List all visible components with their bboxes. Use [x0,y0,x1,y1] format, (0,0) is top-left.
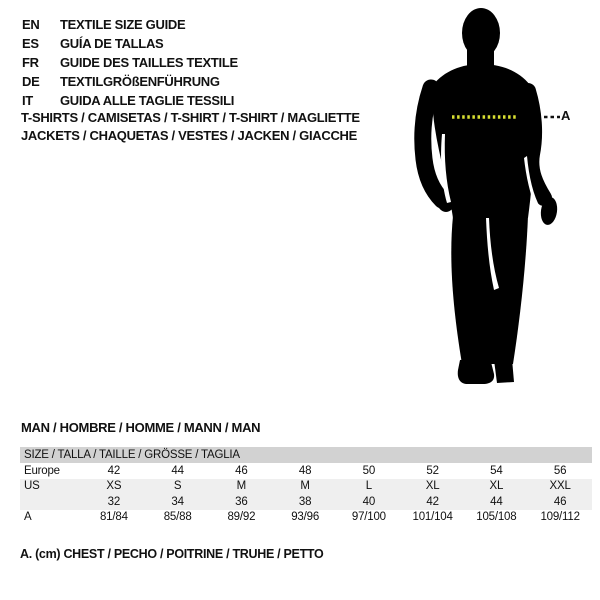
language-list [22,15,238,110]
footnote-chest: A. (cm) CHEST / PECHO / POITRINE / TRUHE / PETTO [20,547,324,561]
size-cell: 93/96 [291,511,320,524]
size-cell: 32 [107,495,121,508]
language-code: ES [22,36,39,51]
size-cell: 44 [490,495,503,508]
row-label: Europe [24,464,60,477]
table-row-us [20,479,592,495]
size-cell: XL [489,480,504,493]
row-label: US [24,480,40,493]
size-cell: 97/100 [351,511,386,524]
size-cell: 89/92 [227,511,256,524]
size-cell: 54 [490,464,503,477]
garment-categories [21,109,360,144]
size-cell: XL [425,480,440,493]
language-row-en [22,15,238,34]
size-cell: 109/112 [540,511,580,524]
language-row-de [22,72,238,91]
size-cell: 34 [171,495,184,508]
size-cell: 46 [553,495,567,508]
size-cell: 48 [298,464,312,477]
language-code: DE [22,74,40,89]
size-cell: 56 [553,464,567,477]
language-label: GUÍA DE TALLAS [60,36,164,51]
language-row-it [22,91,238,110]
size-cell: 46 [235,464,248,477]
size-cell: 38 [298,495,312,508]
size-cell: M [236,480,247,493]
table-row-numeric [20,494,592,510]
category-line-jackets: JACKETS / CHAQUETAS / VESTES / JACKEN / GIACCHE [21,127,357,143]
language-label: GUIDA ALLE TAGLIE TESSILI [60,93,235,108]
size-table [20,447,592,525]
size-cell: S [173,480,182,493]
category-line-tshirts: T-SHIRTS / CAMISETAS / T-SHIRT / T-SHIRT / MAGLIETTE [21,110,360,125]
language-label: TEXTILGRÖßENFÜHRUNG [60,74,220,89]
language-code: EN [22,17,40,32]
silhouette-left-shoe [458,358,494,384]
size-cell: 101/104 [412,511,453,524]
size-cell: 42 [107,464,121,477]
language-code: IT [22,93,33,108]
table-row-europe [20,463,592,479]
size-cell: 44 [171,464,184,477]
man-silhouette-figure [400,4,576,392]
table-row-chest [20,510,592,526]
size-cell: 81/84 [99,511,128,524]
size-cell: 105/108 [476,511,517,524]
section-title-man: MAN / HOMBRE / HOMME / MANN / MAN [21,420,261,435]
size-cell: XS [106,480,122,493]
language-label: GUIDE DES TAILLES TEXTILE [60,55,238,70]
size-table-header: SIZE / TALLA / TAILLE / GRÖSSE / TAGLIA [20,447,592,463]
size-cell: 36 [235,495,248,508]
language-row-fr [22,53,238,72]
silhouette-right-shoe [494,359,514,383]
size-cell: 85/88 [163,511,192,524]
size-cell: L [365,480,372,493]
size-cell: 50 [362,464,376,477]
size-cell: 42 [426,495,439,508]
language-label: TEXTILE SIZE GUIDE [60,17,186,32]
size-cell: 40 [362,495,376,508]
language-code: FR [22,55,39,70]
size-cell: XXL [549,480,571,493]
language-row-es [22,34,238,53]
measure-label-a: A [561,108,571,123]
row-label: A [24,511,32,524]
size-cell: 52 [426,464,439,477]
size-cell: M [300,480,310,493]
man-silhouette [400,4,576,392]
